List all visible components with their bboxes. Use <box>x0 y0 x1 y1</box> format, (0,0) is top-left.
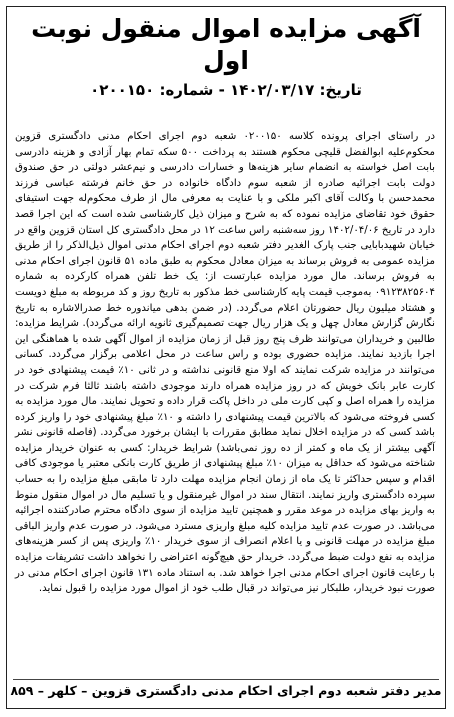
notice-title: آگهی مزایده اموال منقول نوبت اول <box>31 14 421 75</box>
notice-frame <box>6 6 446 709</box>
notice-signature: مدیر دفتر شعبه دوم اجرای احکام مدنی دادگستری قزوین – کلهر – ۸۵۹ <box>10 683 442 698</box>
notice-body <box>15 129 435 597</box>
footer-divider <box>13 679 439 680</box>
notice-date-number: تاریخ: ۱۴۰۲/۰۳/۱۷ - شماره: ۰۲۰۰۱۵۰ <box>90 81 362 99</box>
notice-body-paragraph: در راستای اجرای پرونده کلاسه ۰۲۰۰۱۵۰ شعبه دوم اجرای احکام مدنی دادگستری قزوین محکوم‌علیه ابوالفضل قلیچی محکوم هستند به پرداخت ۵۰۰ سکه تمام بهار آزادی و هزینه دادرسی بابت اصل خواسته به انضمام سایر هزینه‌ها و خسارات دادرسی و نیم‌عشر دولتی در حق صندوق دولت بابت اجرائیه صادره از شعبه سوم دادگاه خانواده در حق خانم فرشته عباسی فرزند محمدحسن با وکالت آقای اکبر ملکی و با عنایت به معرفی مال از طرف محکوم‌له جهت استیفای حقوق خود تقاضای مزایده نموده که به شرح و میزان ذیل کارشناسی شده است که این اجرا قصد دارد در تاریخ ۱۴۰۲/۰۴/۰۶ روز سه‌شنبه راس ساعت ۱۲ در محل دادگستری کل استان قزوین واقع در خیابان شهیدبابایی جنب پارک الغدیر دفتر شعبه دوم اجرای احکام مدنی اموال ذیل‌الذکر را از طریق مزایده عمومی به فروش برساند به میزان معادل محکوم به طبق ماده ۵۱ قانون اجرای احکام مدنی به فروش برساند. مال مورد مزایده عبارتست از: یک خط تلفن همراه کارکرده به شماره ۰۹۱۲۳۸۲۵۶۰۴ به‌موجب قیمت پایه کارشناسی خط مذکور به تاریخ روز و کد مربوطه به مبلغ دویست و هشتاد میلیون ریال حضورتان اعلام می‌گردد. (در ضمن بدهی میاندوره خط صدرالاشاره به تاریخ نگارش گزارش معادل چهل و یک هزار ریال جهت تصمیم‌گیری ثانویه ارائه می‌گردد). شرایط مزایده: طالبین و خریداران می‌توانند ظرف پنج روز قبل از زمان مزایده از اموال آگهی شده با هماهنگی این اجرا بازدید نمایند. مزایده حضوری بوده و راس ساعت در محل اعلامی برگزار می‌گردد. کسانی می‌توانند در مزایده شرکت نمایند که اولا منع قانونی نداشته و در ثانی ۱۰٪ قیمت پیشنهادی خود در کارت عابر بانک خویش که در روز مزایده همراه دارند موجودی داشته باشند ثالثا فرم شرکت در مزایده را همراه اصل و کپی کارت ملی در داخل پاکت قرار داده و تحویل نمایند. مال مورد مزایده به کسی فروخته می‌شود که بالاترین قیمت پیشنهادی را داشته و ۱۰٪ مبلغ پیشنهادی خود را واریز کرده باشد کسی که در مزایده اخلال نماید مطابق مقررات با ایشان برخورد می‌گردد. (فاصله قانونی نشر آگهی بیشتر از یک ماه و کمتر از ده روز نمی‌باشد) شرایط خریدار: کسی به عنوان خریدار مزایده شناخته می‌شود که حداقل به میزان ۱۰٪ مبلغ پیشنهادی از طریق کارت بانکی معتبر یا موجودی کافی اقدام و سپس حداکثر تا یک ماه از زمان انجام مزایده مهلت دارد تا مابقی مبلغ مزایده را به حساب سپرده دادگستری واریز نمایند. انتقال سند در اموال غیرمنقول و یا تسلیم مال در اموال منقول منوط به واریز بهای مزایده در موعد مقرر و همچنین تایید مزایده از سوی دادگاه محترم صادرکننده اجرائیه می‌باشد. در صورت عدم تایید مزایده کلیه مبلغ واریزی مسترد می‌شود. در صورت عدم واریز الباقی مبلغ مزایده در مهلت قانونی و یا اعلام انصراف از سوی خریدار ۱۰٪ واریزی پس از کسر هزینه‌های مزایده به نفع دولت ضبط می‌گردد. خریدار حق هیچ‌گونه اعتراضی را نخواهد داشت تشریفات مزایده با رعایت قانون اجرای احکام مدنی اجرا خواهد شد. به استناد ماده ۱۳۱ قانون اجرای احکام مدنی در صورت نبود خریدار، طلبکار نیز می‌تواند در قبال طلب خود از اموال مورد مزایده را قبول نماید. <box>15 131 435 595</box>
